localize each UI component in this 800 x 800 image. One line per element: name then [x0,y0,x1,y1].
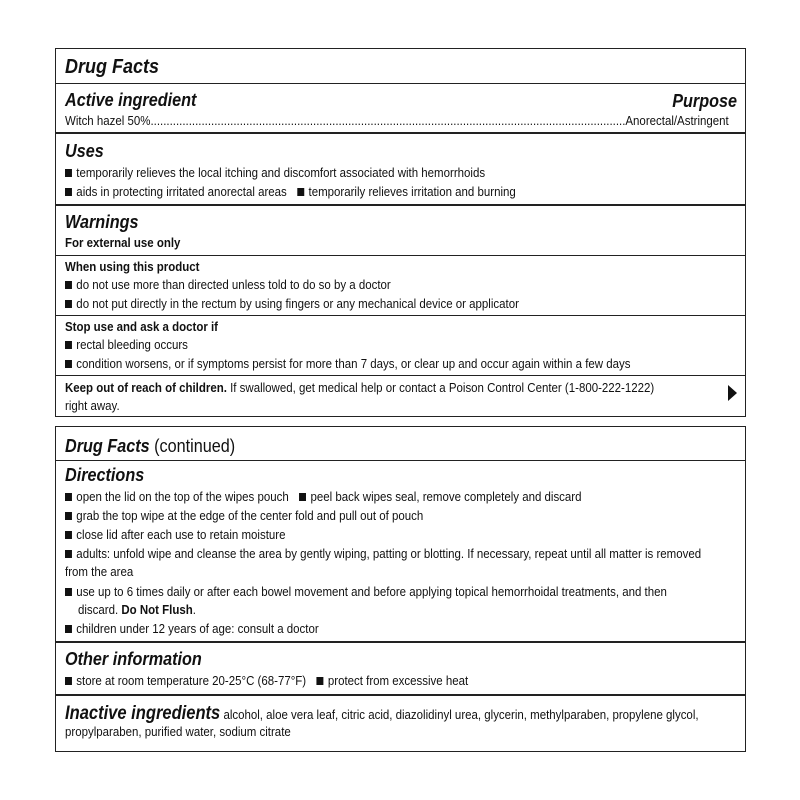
when-using-heading: When using this product [65,259,200,274]
bullet-icon [65,341,72,349]
bullet-icon [65,550,72,558]
bullet-icon [65,531,72,539]
bullet-icon [65,625,72,633]
divider [56,375,745,376]
list-item: do not put directly in the rectum by using fingers or any mechanical device or applicator [65,296,519,311]
divider [56,83,745,84]
external-use-label: For external use only [65,235,181,250]
list-item: use up to 6 times daily or after each bowel movement and before applying topical hemorrhoidal treatments, and then [65,584,667,599]
bullet-icon [65,360,72,368]
bullet-icon [65,188,72,196]
divider [56,460,745,461]
bullet-icon [65,493,72,501]
other-information-heading: Other information [65,649,202,669]
bullet-icon [65,169,72,177]
divider [56,255,745,256]
bullet-icon [65,588,72,596]
divider [56,132,745,134]
list-item: close lid after each use to retain moisture [65,527,285,542]
bullet-icon [317,677,324,685]
bullet-icon [299,493,306,501]
keep-out-line-2: right away. [65,398,120,413]
list-item-continued: discard. Do Not Flush. [78,602,196,617]
panel-title: Drug Facts [65,56,160,78]
list-item: store at room temperature 20-25°C (68-77°F) protect from excessive heat [65,673,468,688]
list-item-continued: from the area [65,564,134,579]
active-ingredient-line: Witch hazel 50%.....................................................................................................................................................Anorectal/Astringent [65,113,729,128]
inactive-ingredients-line: Inactive ingredients alcohol, aloe vera leaf, citric acid, diazolidinyl urea, glycerin, methylparaben, propylene glycol, [65,703,699,724]
list-item: children under 12 years of age: consult a doctor [65,621,319,636]
directions-heading: Directions [65,465,145,485]
bullet-icon [65,512,72,520]
list-item: do not use more than directed unless told to do so by a doctor [65,277,391,292]
list-item: temporarily relieves the local itching and discomfort associated with hemorrhoids [65,165,485,180]
stop-use-heading: Stop use and ask a doctor if [65,319,219,334]
list-item: open the lid on the top of the wipes pouch peel back wipes seal, remove completely and discard [65,489,582,504]
bullet-icon [65,300,72,308]
divider [56,315,745,316]
inactive-ingredients-line-2: propylparaben, purified water, sodium citrate [65,724,291,739]
warnings-heading: Warnings [65,212,139,232]
list-item: grab the top wipe at the edge of the center fold and pull out of pouch [65,508,423,523]
divider [56,694,745,696]
keep-out-line: Keep out of reach of children. If swallowed, get medical help or contact a Poison Control Center (1-800-222-1222) [65,380,655,395]
inactive-ingredients-heading: Inactive ingredients [65,703,221,724]
list-item: aids in protecting irritated anorectal areas temporarily relieves irritation and burning [65,184,516,199]
list-item: rectal bleeding occurs [65,337,188,352]
bullet-icon [65,281,72,289]
divider [56,204,745,206]
drug-facts-continued-panel [55,426,746,752]
divider [56,641,745,643]
list-item: condition worsens, or if symptoms persist for more than 7 days, or clear up and occur again within a few days [65,356,630,371]
uses-heading: Uses [65,141,104,161]
bullet-icon [65,677,72,685]
continue-arrow-icon [728,385,737,401]
active-ingredient-heading: Active ingredient [65,90,197,110]
bullet-icon [297,188,304,196]
list-item: adults: unfold wipe and cleanse the area by gently wiping, patting or blotting. If necessary, repeat until all matter is removed [65,546,701,561]
purpose-heading: Purpose [672,91,737,111]
drug-facts-panel [55,48,746,417]
panel-title: Drug Facts (continued) [65,436,236,456]
